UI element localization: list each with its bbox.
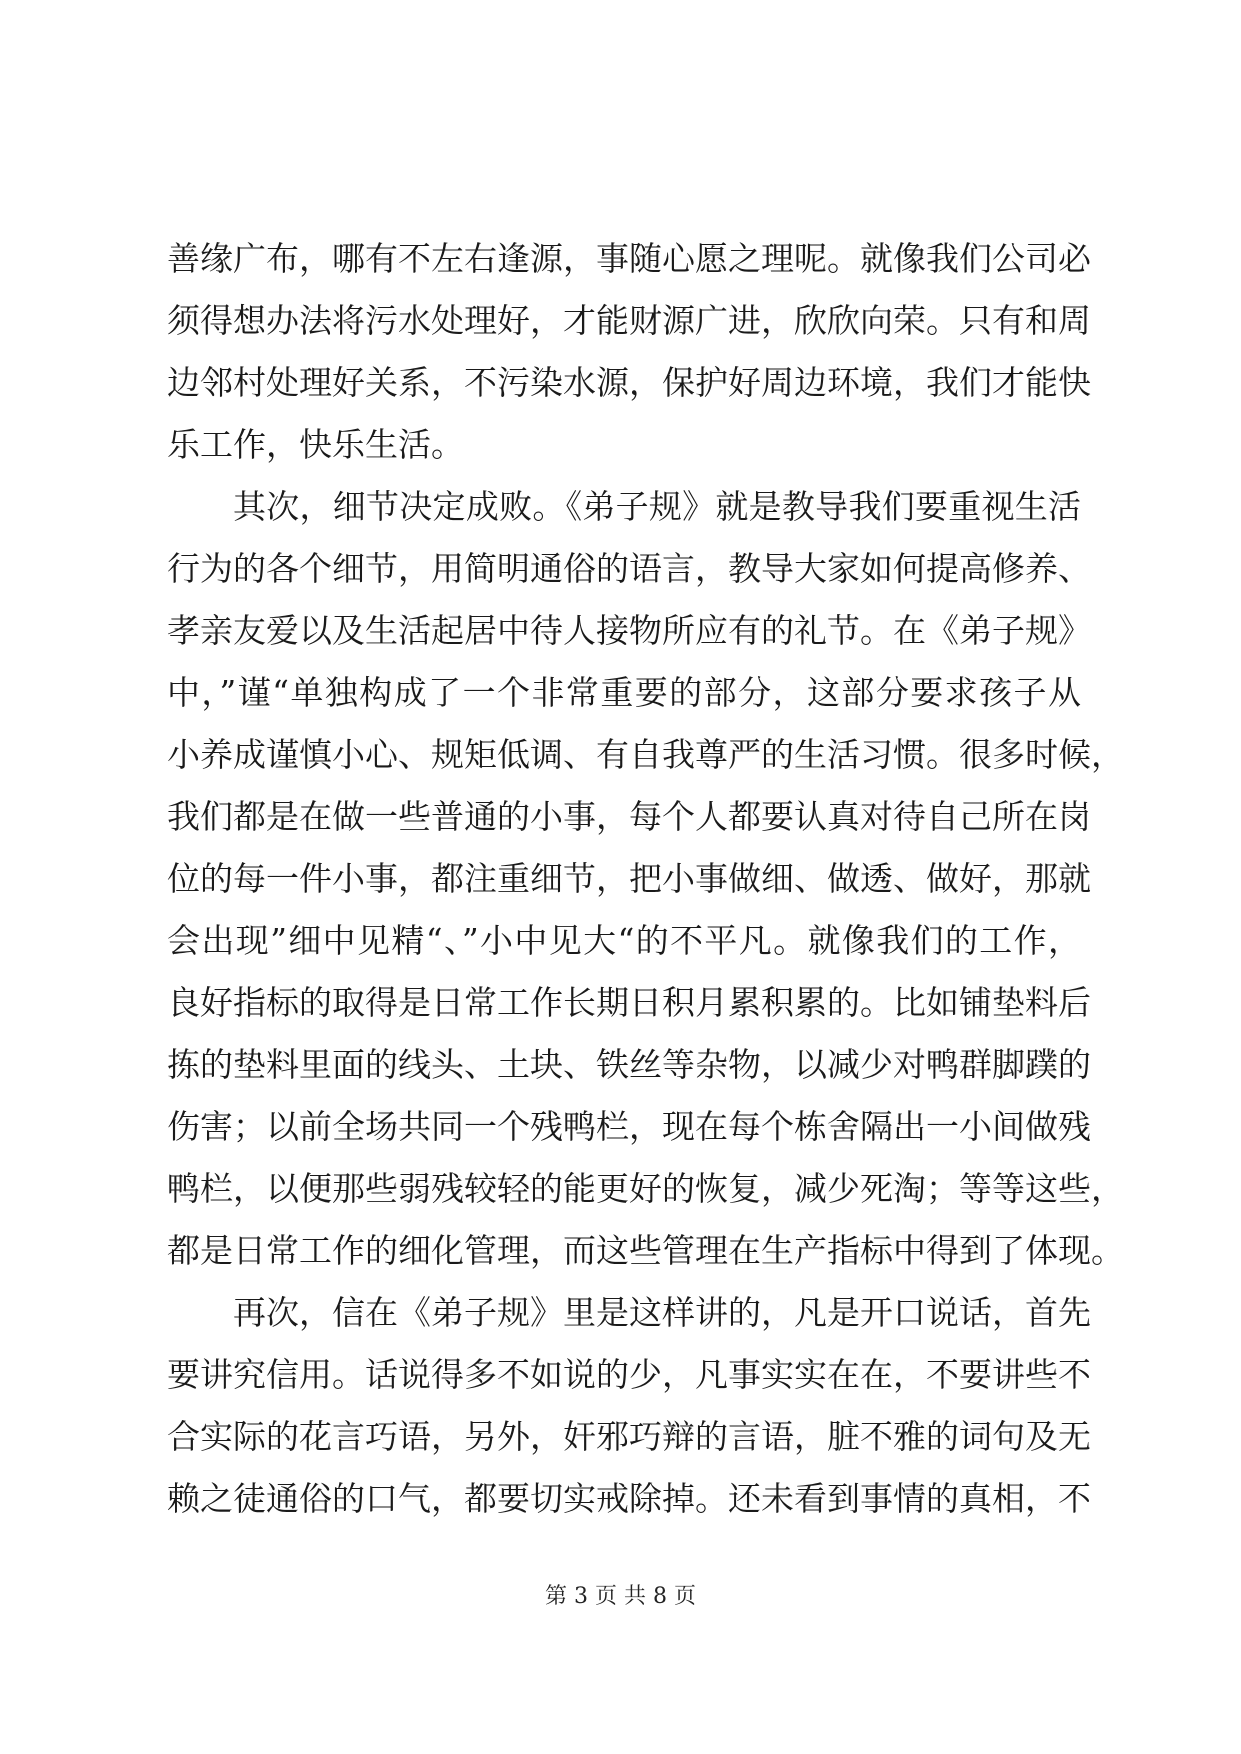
text-line: 孝亲友爱以及生活起居中待人接物所应有的礼节。在《弟子规》 [167,611,1091,650]
text-line: 善缘广布，哪有不左右逢源，事随心愿之理呢。就像我们公司必 [167,239,1091,278]
text-line: 其次，细节决定成败。《弟子规》就是教导我们要重视生活 [233,487,1081,526]
paragraph-2 [167,476,1124,1282]
text-line: 拣的垫料里面的线头、土块、铁丝等杂物，以减少对鸭群脚蹼的 [167,1045,1091,1084]
text-line: 中，”谨“单独构成了一个非常重要的部分，这部分要求孩子从 [167,673,1081,712]
paragraph-1 [167,228,1091,476]
text-line: 鸭栏，以便那些弱残较轻的能更好的恢复，减少死淘；等等这些， [167,1169,1124,1208]
text-line: 都是日常工作的细化管理，而这些管理在生产指标中得到了体现。 [167,1231,1124,1270]
text-line: 须得想办法将污水处理好，才能财源广进，欣欣向荣。只有和周 [167,301,1091,340]
text-line: 边邻村处理好关系，不污染水源，保护好周边环境，我们才能快 [167,363,1091,402]
text-line: 伤害；以前全场共同一个残鸭栏，现在每个栋舍隔出一小间做残 [167,1107,1091,1146]
text-line: 要讲究信用。话说得多不如说的少，凡事实实在在，不要讲些不 [167,1355,1091,1394]
text-line: 位的每一件小事，都注重细节，把小事做细、做透、做好，那就 [167,859,1091,898]
page-number-label: 第 3 页 共 8 页 [545,1584,696,1609]
page-footer [0,1582,1241,1612]
text-line: 再次，信在《弟子规》里是这样讲的，凡是开口说话，首先 [233,1293,1091,1332]
paragraph-3 [167,1282,1091,1530]
text-line: 我们都是在做一些普通的小事，每个人都要认真对待自己所在岗 [167,797,1091,836]
text-line: 乐工作，快乐生活。 [167,425,464,464]
text-line: 会出现”细中见精“、”小中见大“的不平凡。就像我们的工作， [167,921,1081,960]
text-line: 小养成谨慎小心、规矩低调、有自我尊严的生活习惯。很多时候， [167,735,1124,774]
body-text [167,228,1124,1530]
text-line: 赖之徒通俗的口气，都要切实戒除掉。还未看到事情的真相，不 [167,1479,1091,1518]
text-line: 合实际的花言巧语，另外，奸邪巧辩的言语，脏不雅的词句及无 [167,1417,1091,1456]
text-line: 良好指标的取得是日常工作长期日积月累积累的。比如铺垫料后 [167,983,1091,1022]
text-line: 行为的各个细节，用简明通俗的语言，教导大家如何提高修养、 [167,549,1091,588]
